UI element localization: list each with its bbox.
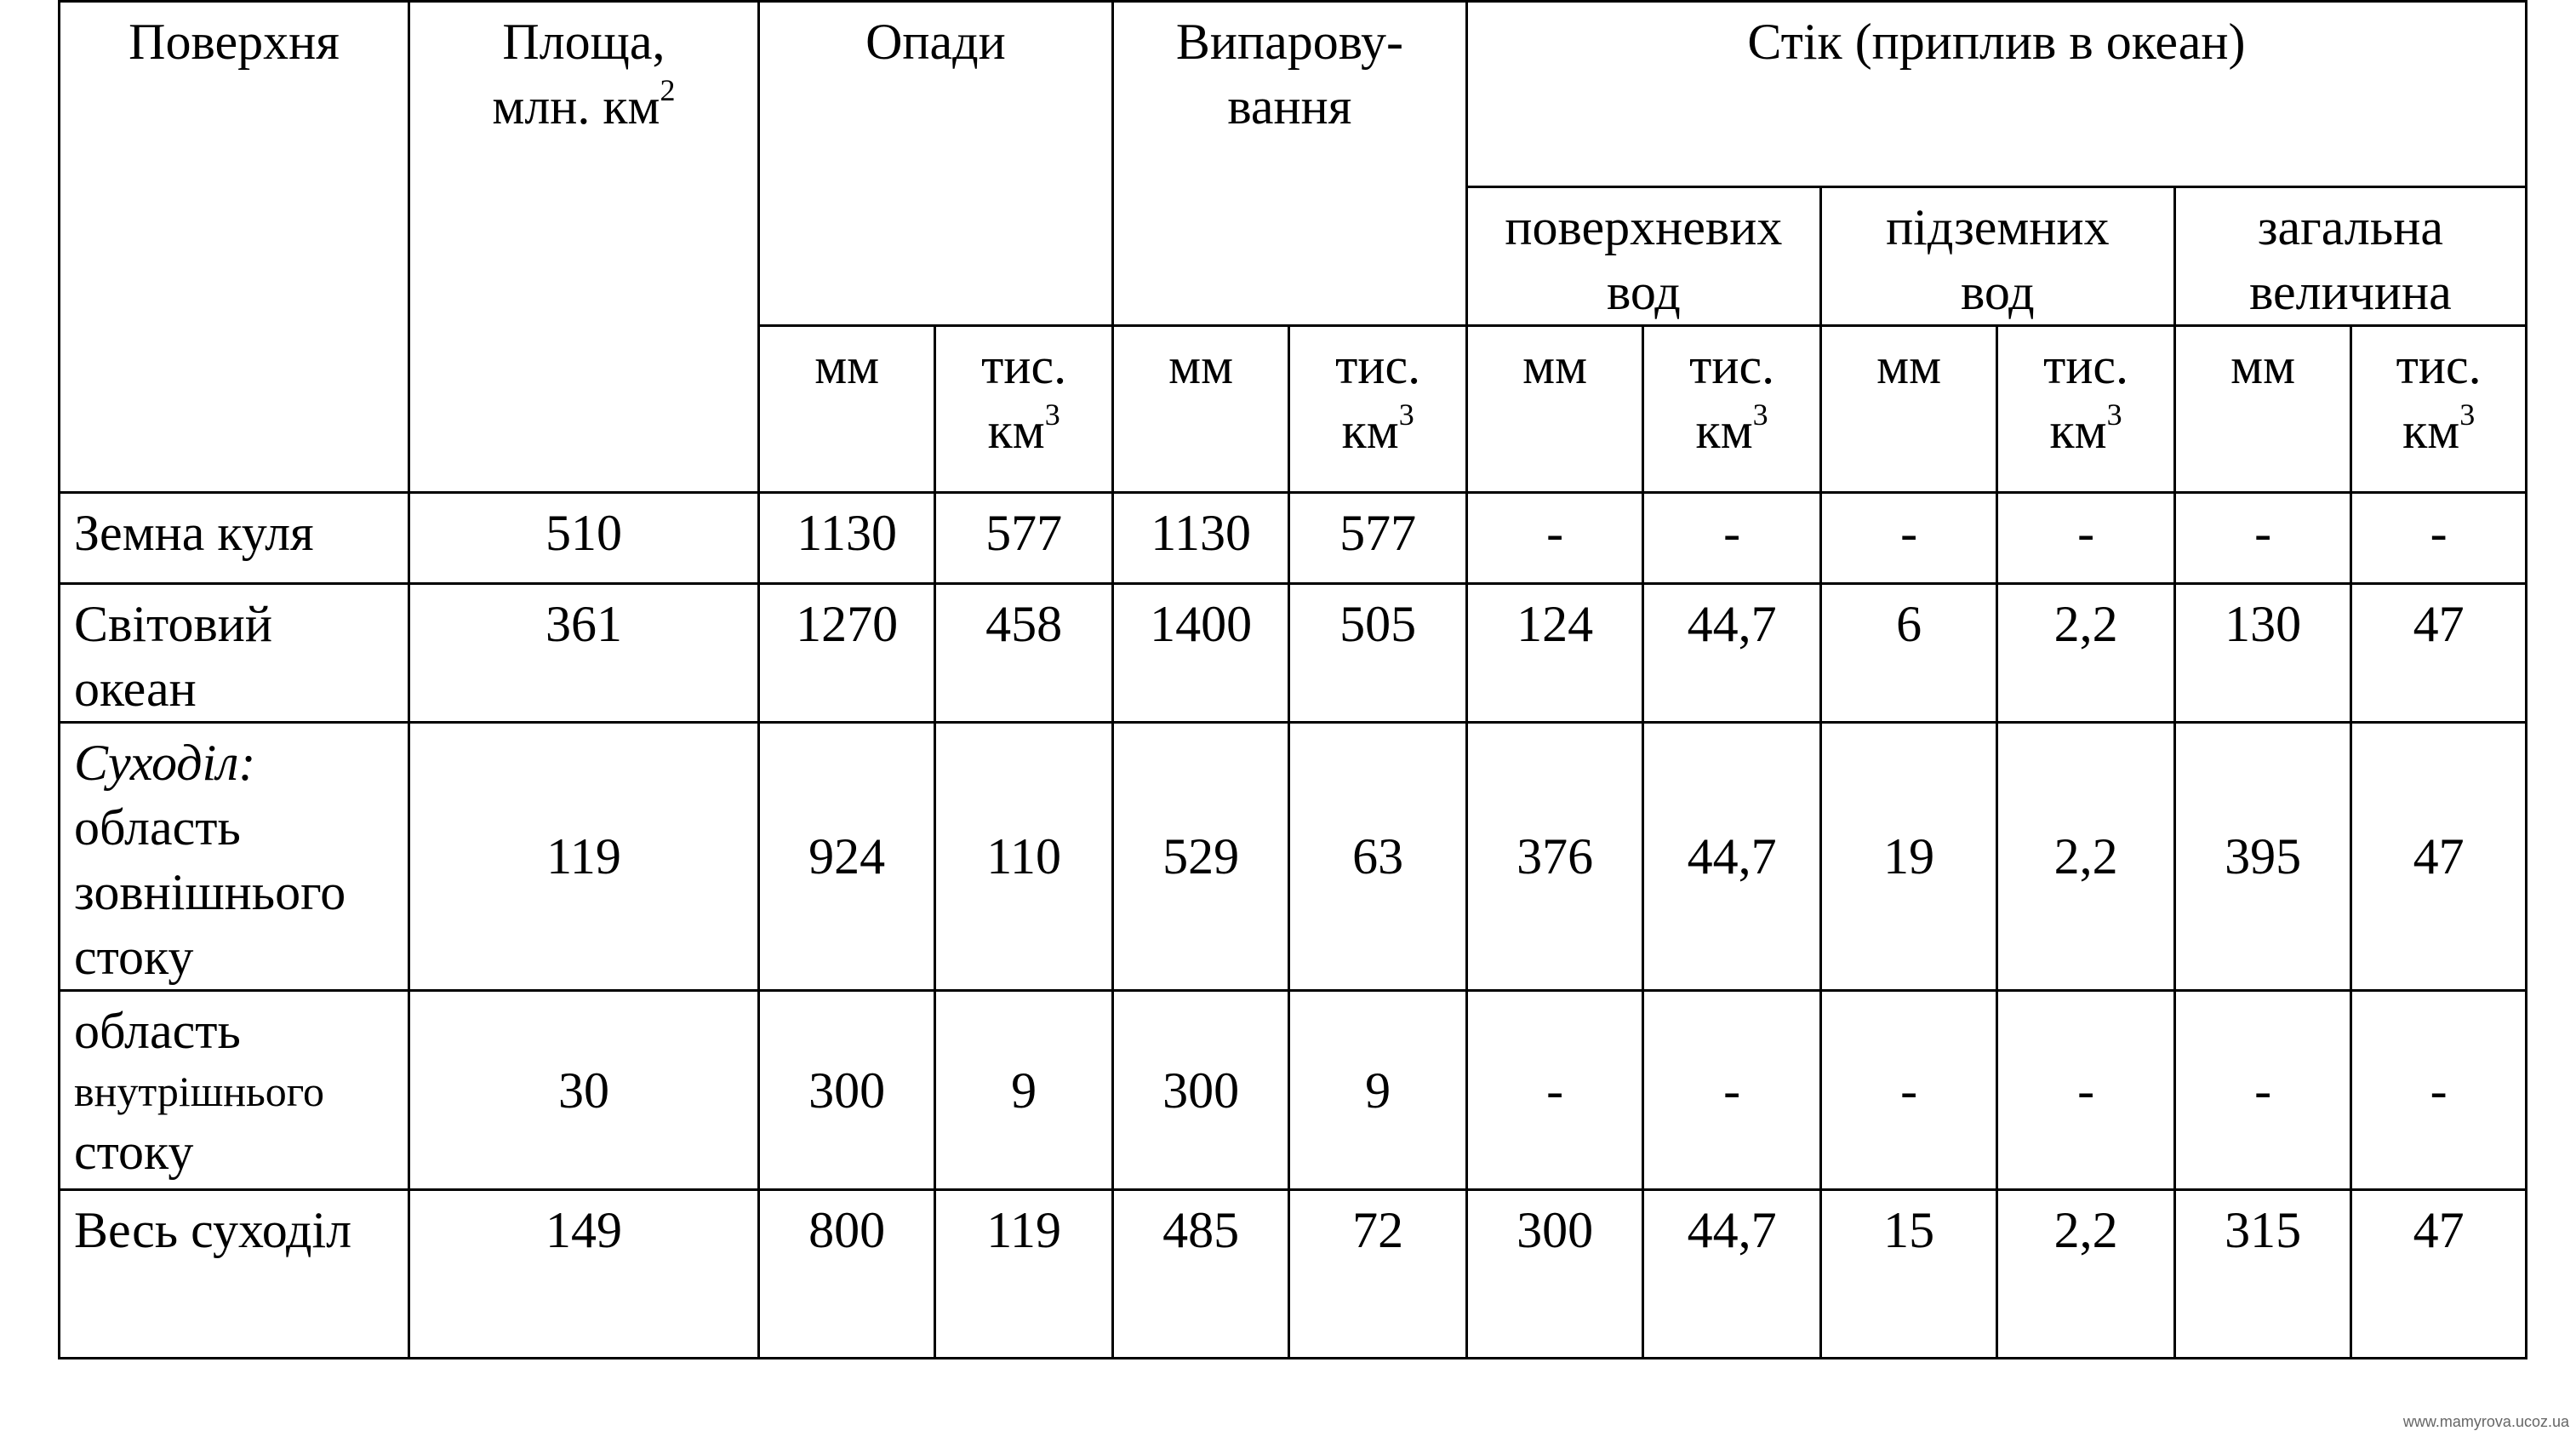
- row-label: [60, 1190, 409, 1359]
- cell-total-mm: -: [2174, 991, 2350, 1190]
- cell-evap-vol: 63: [1289, 723, 1467, 991]
- header-evap-line2: вання: [1227, 78, 1352, 135]
- unit-vol-line1: тис.: [2396, 338, 2482, 394]
- unit-vol-line1: тис.: [2043, 338, 2129, 394]
- row-label: [60, 493, 409, 584]
- cell-surf-mm: -: [1466, 493, 1642, 584]
- unit-vol-sup: 3: [2459, 398, 2476, 432]
- cell-ground-vol: -: [1997, 991, 2174, 1190]
- unit-vol-line1: тис.: [1335, 338, 1421, 394]
- header-total-line1: загальна: [2257, 199, 2443, 255]
- cell-total-mm: 315: [2174, 1190, 2350, 1359]
- cell-ground-mm: -: [1820, 493, 1996, 584]
- unit-vol-line2: км: [2049, 403, 2107, 459]
- unit-vol-total: [2351, 326, 2527, 493]
- cell-evap-vol: 9: [1289, 991, 1467, 1190]
- cell-precip-vol: 119: [935, 1190, 1112, 1359]
- cell-total-vol: 47: [2351, 1190, 2527, 1359]
- cell-evap-mm: 1130: [1112, 493, 1288, 584]
- cell-ground-vol: 2,2: [1997, 584, 2174, 723]
- cell-total-vol: -: [2351, 991, 2527, 1190]
- header-area: [408, 2, 758, 493]
- header-surface-water-line2: вод: [1607, 264, 1681, 320]
- header-surface-text: Поверхня: [129, 14, 340, 70]
- unit-vol-line2: км: [2402, 403, 2460, 459]
- header-ground-water-line1: підземних: [1886, 199, 2110, 255]
- row-label-line3: стоку: [74, 1124, 194, 1180]
- cell-total-mm: 395: [2174, 723, 2350, 991]
- header-surface-water: [1466, 187, 1820, 326]
- cell-ground-mm: -: [1820, 991, 1996, 1190]
- header-precip: [758, 2, 1112, 326]
- cell-area: 149: [408, 1190, 758, 1359]
- header-evap: [1112, 2, 1466, 326]
- unit-vol-line1: тис.: [981, 338, 1067, 394]
- cell-evap-vol: 577: [1289, 493, 1467, 584]
- cell-surf-vol: 44,7: [1643, 584, 1820, 723]
- cell-surf-mm: -: [1466, 991, 1642, 1190]
- header-area-line2: млн. км: [492, 78, 660, 135]
- unit-vol-line2: км: [987, 403, 1045, 459]
- unit-mm-text: мм: [814, 338, 880, 394]
- cell-total-vol: 47: [2351, 584, 2527, 723]
- table-row: [60, 991, 2527, 1190]
- cell-precip-vol: 110: [935, 723, 1112, 991]
- row-label-line2: океан: [74, 661, 197, 717]
- table-row: [60, 584, 2527, 723]
- cell-total-mm: -: [2174, 493, 2350, 584]
- cell-evap-mm: 300: [1112, 991, 1288, 1190]
- header-runoff-text: Стік (приплив в океан): [1747, 14, 2246, 70]
- unit-vol-sup: 3: [1398, 398, 1414, 432]
- table-row: [60, 1190, 2527, 1359]
- unit-mm-text: мм: [1168, 338, 1234, 394]
- header-surface-water-line1: поверхневих: [1505, 199, 1783, 255]
- cell-surf-mm: 376: [1466, 723, 1642, 991]
- cell-surf-mm: 124: [1466, 584, 1642, 723]
- row-label: [60, 723, 409, 991]
- table-row: [60, 723, 2527, 991]
- cell-precip-vol: 9: [935, 991, 1112, 1190]
- unit-mm-text: мм: [2230, 338, 2296, 394]
- header-area-sup: 2: [660, 73, 676, 107]
- cell-precip-vol: 577: [935, 493, 1112, 584]
- cell-evap-mm: 529: [1112, 723, 1288, 991]
- unit-mm-surface: [1466, 326, 1642, 493]
- row-label: [60, 991, 409, 1190]
- unit-mm-precip: [758, 326, 934, 493]
- header-precip-text: Опади: [865, 14, 1006, 70]
- row-label-line3: стоку: [74, 929, 194, 985]
- cell-area: 510: [408, 493, 758, 584]
- water-balance-table: [58, 0, 2527, 1359]
- cell-evap-mm: 1400: [1112, 584, 1288, 723]
- watermark-text: www.mamyrova.ucoz.ua: [2402, 1413, 2569, 1430]
- cell-area: 30: [408, 991, 758, 1190]
- unit-mm-evap: [1112, 326, 1288, 493]
- cell-surf-vol: 44,7: [1643, 1190, 1820, 1359]
- header-runoff: [1466, 2, 2526, 187]
- unit-vol-sup: 3: [1044, 398, 1060, 432]
- header-surface: [60, 2, 409, 493]
- unit-mm-total: [2174, 326, 2350, 493]
- row-label-text: Весь суходіл: [74, 1202, 352, 1258]
- unit-vol-line2: км: [1695, 403, 1753, 459]
- header-total-line2: величина: [2249, 264, 2452, 320]
- unit-vol-surface: [1643, 326, 1820, 493]
- cell-total-vol: 47: [2351, 723, 2527, 991]
- cell-ground-mm: 15: [1820, 1190, 1996, 1359]
- unit-mm-text: мм: [1876, 338, 1942, 394]
- cell-total-mm: 130: [2174, 584, 2350, 723]
- unit-vol-precip: [935, 326, 1112, 493]
- unit-mm-ground: [1820, 326, 1996, 493]
- header-total: [2174, 187, 2526, 326]
- table-row: [60, 493, 2527, 584]
- row-label-line1: область: [74, 799, 241, 856]
- unit-vol-ground: [1997, 326, 2174, 493]
- cell-precip-mm: 800: [758, 1190, 934, 1359]
- unit-vol-line1: тис.: [1689, 338, 1775, 394]
- header-ground-water-line2: вод: [1960, 264, 2035, 320]
- unit-vol-sup: 3: [2106, 398, 2122, 432]
- unit-vol-sup: 3: [1752, 398, 1768, 432]
- row-label-italic: Суходіл:: [74, 735, 256, 791]
- cell-precip-mm: 924: [758, 723, 934, 991]
- cell-surf-vol: -: [1643, 493, 1820, 584]
- cell-ground-mm: 19: [1820, 723, 1996, 991]
- cell-precip-mm: 300: [758, 991, 934, 1190]
- unit-vol-line2: км: [1341, 403, 1399, 459]
- header-area-line1: Площа,: [502, 14, 665, 70]
- row-label-line1: область: [74, 1003, 241, 1059]
- cell-area: 361: [408, 584, 758, 723]
- row-label-line2: зовнішнього: [74, 864, 346, 920]
- cell-precip-vol: 458: [935, 584, 1112, 723]
- cell-evap-vol: 72: [1289, 1190, 1467, 1359]
- row-label-line1: Світовий: [74, 596, 272, 652]
- cell-precip-mm: 1130: [758, 493, 934, 584]
- cell-total-vol: -: [2351, 493, 2527, 584]
- cell-surf-mm: 300: [1466, 1190, 1642, 1359]
- cell-evap-vol: 505: [1289, 584, 1467, 723]
- cell-surf-vol: -: [1643, 991, 1820, 1190]
- cell-ground-vol: 2,2: [1997, 723, 2174, 991]
- cell-ground-mm: 6: [1820, 584, 1996, 723]
- cell-ground-vol: -: [1997, 493, 2174, 584]
- cell-ground-vol: 2,2: [1997, 1190, 2174, 1359]
- unit-mm-text: мм: [1522, 338, 1588, 394]
- cell-surf-vol: 44,7: [1643, 723, 1820, 991]
- cell-evap-mm: 485: [1112, 1190, 1288, 1359]
- header-evap-line1: Випарову-: [1175, 14, 1403, 70]
- row-label-line2: внутрішнього: [74, 1068, 325, 1115]
- row-label-text: Земна куля: [74, 505, 314, 561]
- header-ground-water: [1820, 187, 2174, 326]
- cell-area: 119: [408, 723, 758, 991]
- unit-vol-evap: [1289, 326, 1467, 493]
- header-row-1: [60, 2, 2527, 187]
- row-label: [60, 584, 409, 723]
- cell-precip-mm: 1270: [758, 584, 934, 723]
